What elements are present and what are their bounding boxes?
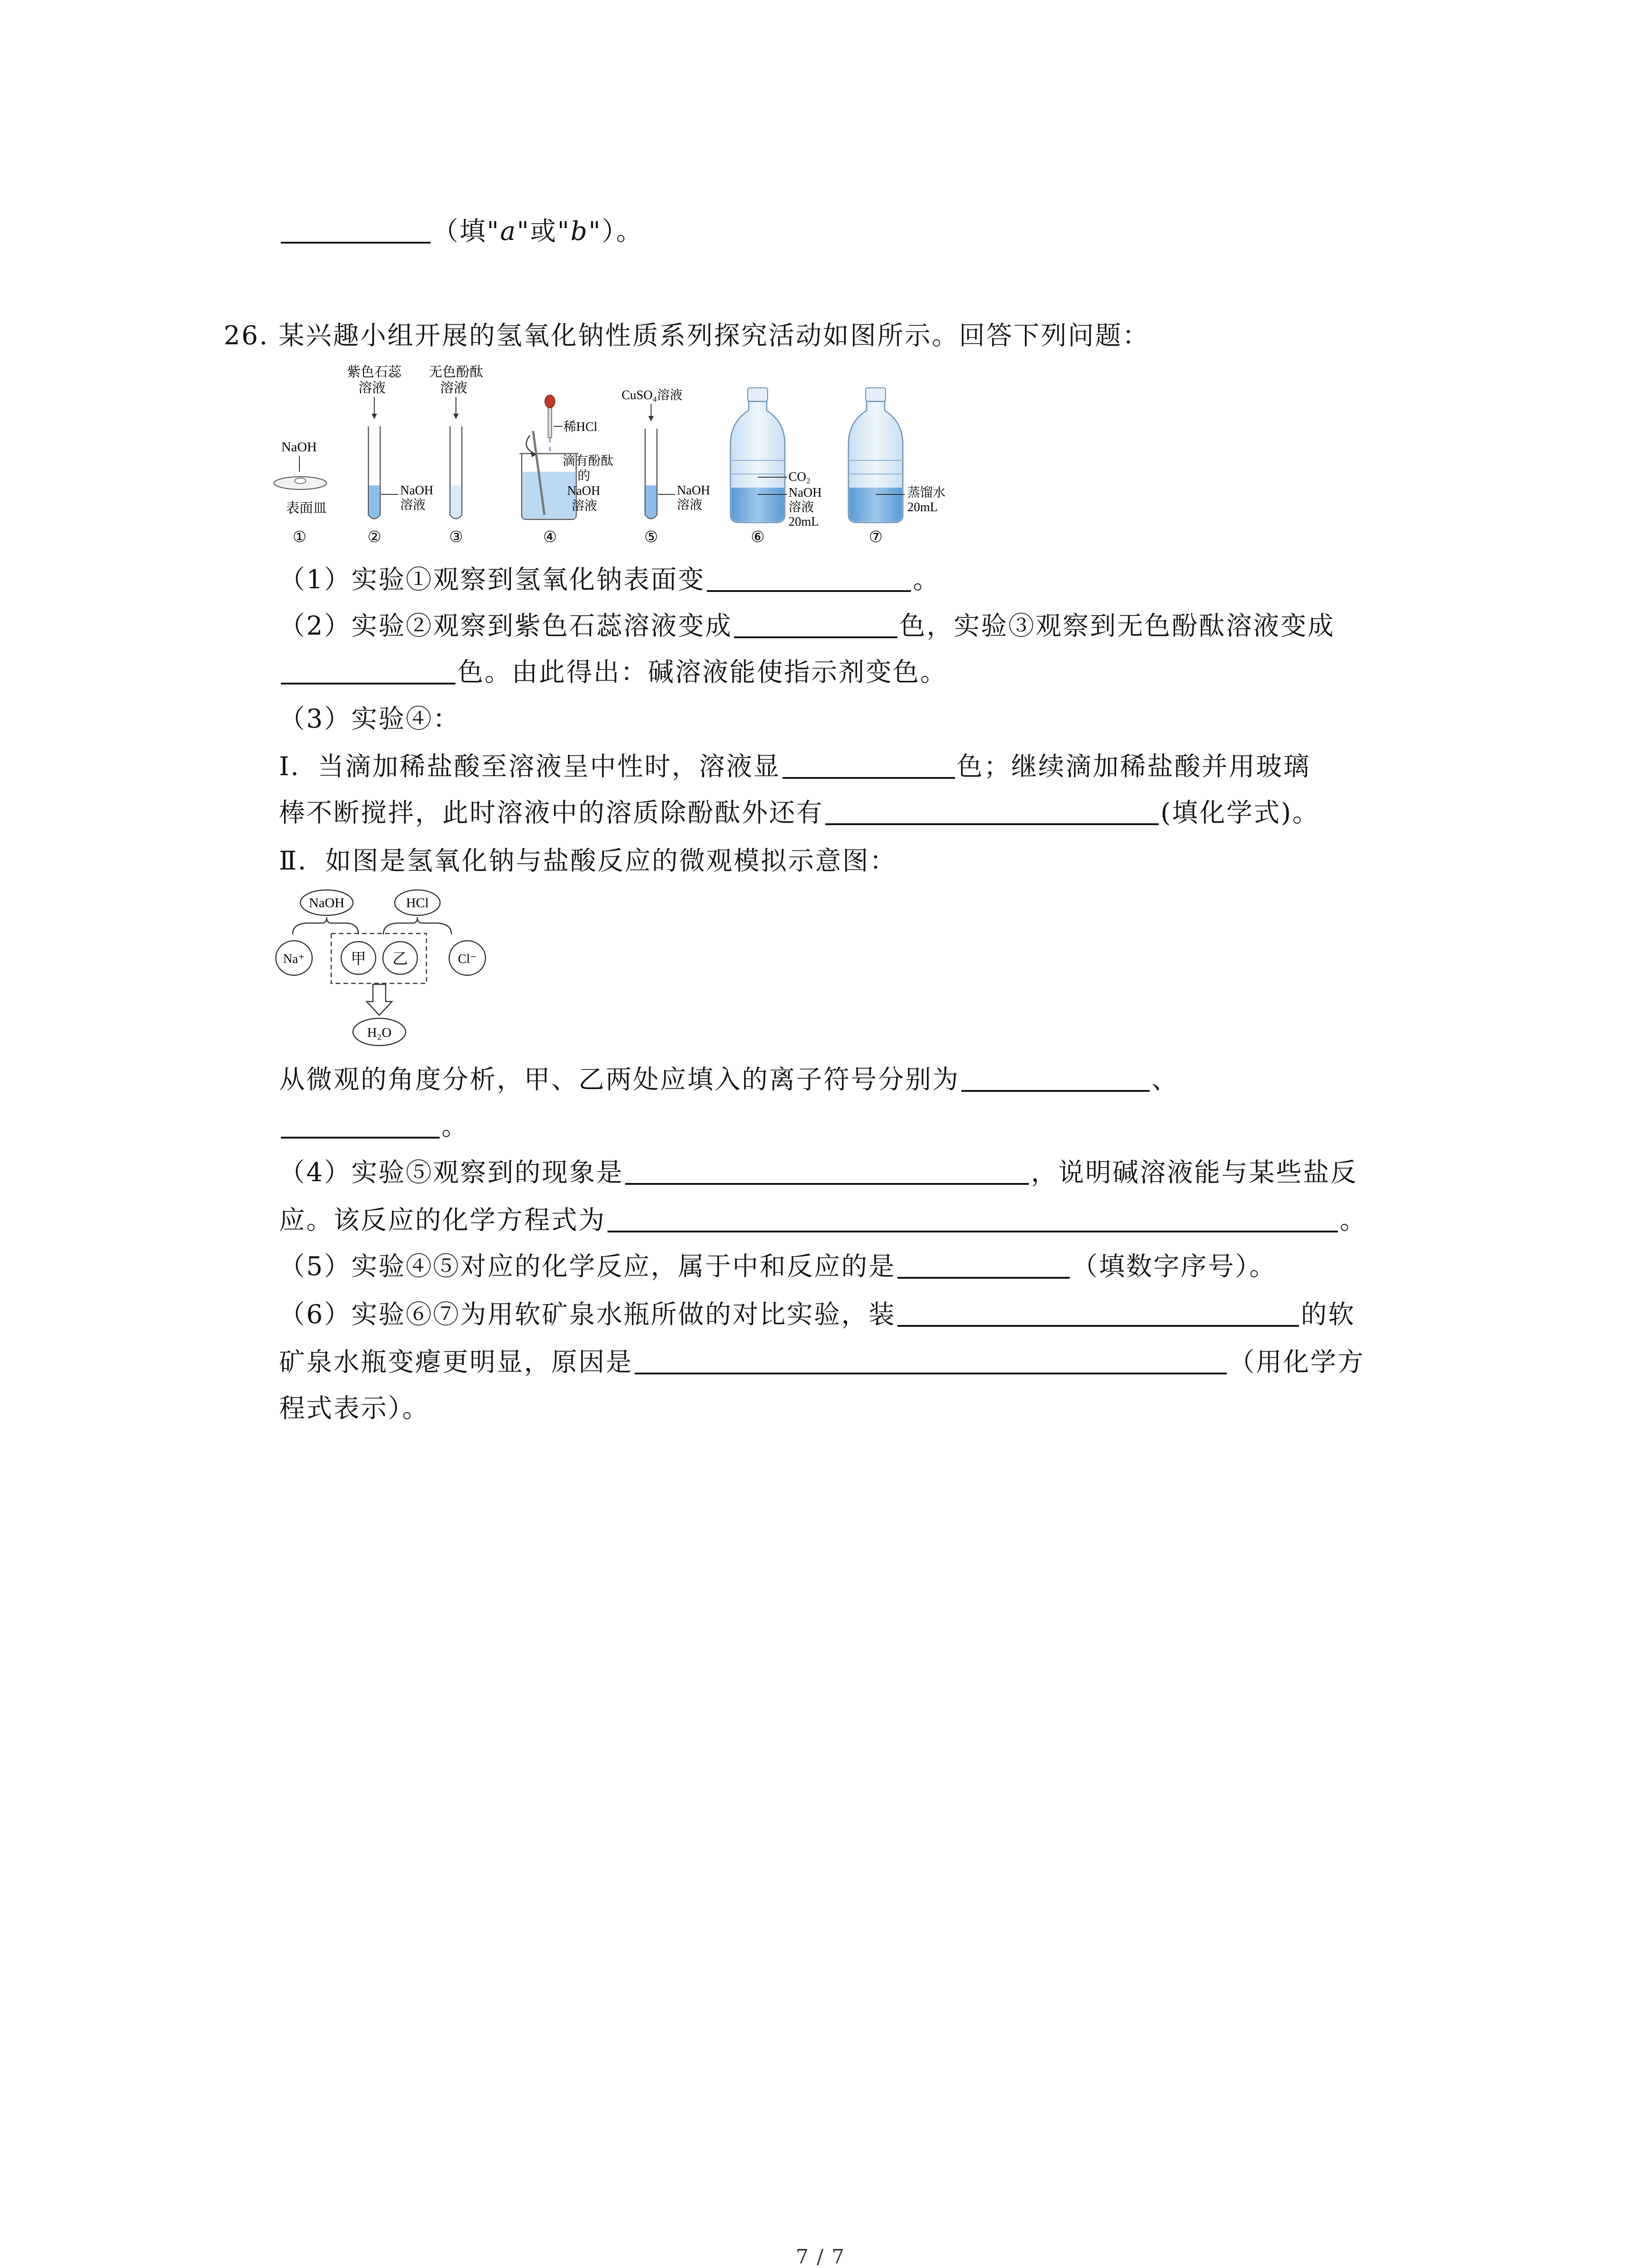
cuso4-label: CuSO₄溶液 [622,388,683,402]
watch-glass-label: 表面皿 [286,501,327,516]
svg-text:溶液: 溶液 [440,381,467,396]
sub-question-3-micro-line-2: 。 [279,1108,469,1144]
experiment-number-5: ⑤ [644,529,658,546]
yi-ion: 乙 [392,951,408,968]
sub-question-3-i-line-1: Ⅰ．当滴加稀盐酸至溶液呈中性时，溶液显 色；继续滴加稀盐酸并用玻璃 [279,748,1311,785]
answer-blank-1[interactable] [707,563,911,592]
svg-text:溶液: 溶液 [572,499,598,513]
water-molecule: H₂O [367,1025,392,1040]
svg-text:无色酚酞: 无色酚酞 [429,365,483,380]
answer-blank-4b[interactable] [607,1203,1338,1232]
svg-text:溶液: 溶液 [358,381,386,396]
sub-question-4-line-1: （4）实验⑤观察到的现象是 ，说明碱溶液能与某些盐反 [279,1154,1357,1191]
experiment-1-watch-glass [274,440,327,546]
experiment-2-litmus-tube [347,365,433,546]
previous-question-tail: （填"a"或"b"）。 [279,213,643,249]
jia-ion: 甲 [351,951,366,968]
answer-blank-3a[interactable] [783,750,955,779]
experiment-number-6: ⑥ [751,529,765,546]
sub-question-4-line-2: 应。该反应的化学方程式为 。 [279,1202,1367,1238]
svg-text:NaOH: NaOH [677,484,710,498]
experiment-number-7: ⑦ [869,529,883,546]
sub-question-2-line-2: 色。由此得出：碱溶液能使指示剂变色。 [279,654,947,690]
experiment-figure [272,358,980,558]
experiment-4-beaker [519,395,613,546]
sub-question-6-line-1: （6）实验⑥⑦为用软矿泉水瓶所做的对比实验，装 的软 [279,1296,1355,1333]
svg-text:20mL: 20mL [789,515,819,529]
experiment-number-4: ④ [543,529,557,546]
na-ion: Na⁺ [283,952,305,966]
experiment-number-3: ③ [449,529,463,546]
experiment-number-2: ② [367,529,382,546]
answer-blank-4a[interactable] [625,1156,1029,1185]
svg-text:滴有酚酞: 滴有酚酞 [563,454,614,468]
naoh-bubble: NaOH [309,895,345,910]
micro-model-figure [272,885,499,1052]
co2-label: CO₂ [789,470,811,484]
svg-text:NaOH: NaOH [567,484,601,498]
answer-blank-3d[interactable] [281,1110,440,1139]
answer-blank[interactable] [281,215,431,244]
sub-question-6-line-3: 程式表示）。 [279,1393,430,1423]
experiment-6-bottle [730,388,822,546]
sub-question-3: （3）实验④： [279,704,460,734]
svg-text:的: 的 [578,469,591,483]
experiment-7-bottle [848,388,945,546]
cl-ion: Cl⁻ [458,952,477,966]
svg-text:溶液: 溶液 [789,500,814,514]
sub-question-3-i-line-2: 棒不断搅拌，此时溶液中的溶质除酚酞外还有 (填化学式)。 [279,795,1319,831]
distilled-water-label: 蒸馏水 [907,486,946,500]
page-number: 7 / 7 [796,2245,845,2268]
sub-question-1: （1）实验①观察到氢氧化钠表面变 。 [279,562,940,598]
answer-blank-6a[interactable] [897,1298,1299,1327]
svg-text:20mL: 20mL [907,500,938,514]
answer-blank-3c[interactable] [961,1063,1150,1092]
svg-text:溶液: 溶液 [400,498,426,512]
question-number: 26. [224,321,269,351]
experiment-3-phenolphthalein-tube [429,365,483,546]
sub-question-3-ii: Ⅱ．如图是氢氧化钠与盐酸反应的微观模拟示意图： [279,846,897,876]
experiment-5-cuso4-tube [622,388,710,546]
answer-blank-5[interactable] [897,1250,1070,1279]
answer-blank-2a[interactable] [734,609,897,638]
sub-question-6-line-2: 矿泉水瓶变瘪更明显，原因是 （用化学方 [279,1344,1365,1380]
svg-text:NaOH: NaOH [400,484,434,498]
sub-question-5: （5）实验④⑤对应的化学反应，属于中和反应的是 （填数字序号）。 [279,1248,1277,1285]
dilute-hcl-label: 稀HCl [563,420,598,434]
answer-blank-3b[interactable] [825,796,1159,825]
naoh-label: NaOH [281,440,317,455]
svg-text:NaOH: NaOH [789,486,822,500]
sub-question-2-line-1: （2）实验②观察到紫色石蕊溶液变成 色，实验③观察到无色酚酞溶液变成 [279,608,1335,644]
svg-text:紫色石蕊: 紫色石蕊 [347,365,402,380]
hcl-bubble: HCl [406,895,429,910]
svg-text:溶液: 溶液 [677,498,703,512]
experiment-number-1: ① [293,529,307,546]
answer-blank-6b[interactable] [635,1345,1227,1374]
question-26-stem: 26. 某兴趣小组开展的氢氧化钠性质系列探究活动如图所示。回答下列问题： [224,321,1150,351]
answer-blank-2b[interactable] [281,655,456,684]
sub-question-3-micro-line-1: 从微观的角度分析，甲、乙两处应填入的离子符号分别为 、 [279,1061,1179,1098]
